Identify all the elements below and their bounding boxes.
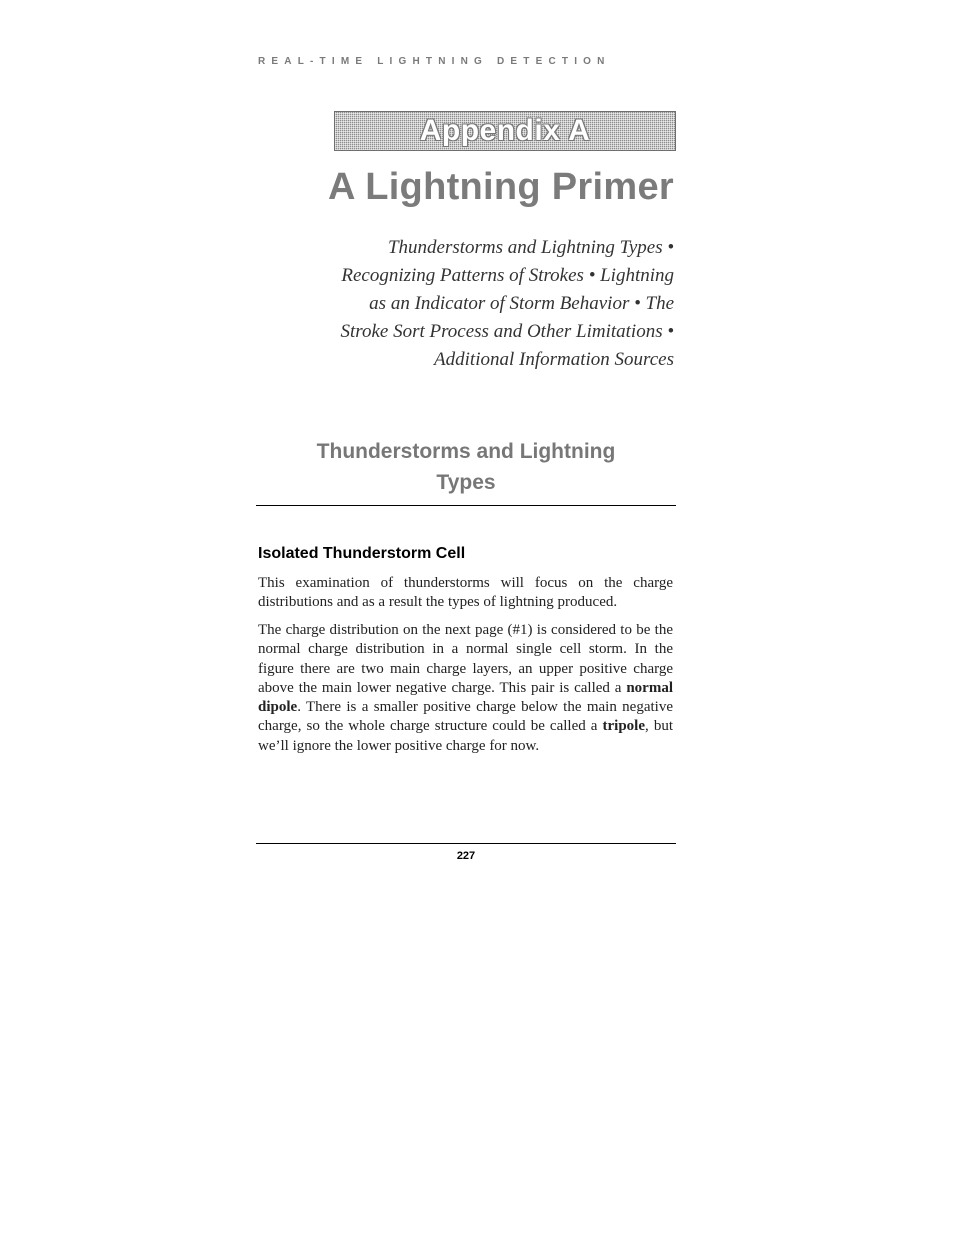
appendix-label: Appendix A: [419, 114, 591, 147]
toc-line: Recognizing Patterns of Strokes • Lightning: [341, 265, 674, 286]
chapter-contents-summary: [314, 234, 674, 374]
body-paragraph: [258, 621, 673, 756]
page-number: 227: [456, 850, 476, 862]
toc-line: as an Indicator of Storm Behavior • The: [369, 293, 674, 314]
subsection-heading: Isolated Thunderstorm Cell: [258, 545, 466, 562]
emphasis-term: tripole: [602, 718, 646, 735]
section-heading-line: Types: [436, 471, 496, 494]
section-heading: [256, 436, 676, 498]
chapter-title: A Lightning Primer: [328, 166, 674, 208]
paragraph-text: , but we’ll ignore the lower positive charge for now.: [258, 718, 673, 754]
toc-line: Additional Information Sources: [434, 349, 674, 370]
section-divider: [256, 505, 676, 506]
emphasis-term: normal dipole: [258, 679, 673, 716]
section-heading-line: Thunderstorms and Lightning: [316, 440, 616, 463]
footer-divider: [256, 843, 676, 844]
toc-line: Thunderstorms and Lightning Types •: [387, 237, 674, 258]
body-paragraph: This examination of thunderstorms will focus on the charge distributions and as a result the types of lightning produced.: [258, 575, 673, 611]
running-header: REAL-TIME LIGHTNING DETECTION: [258, 56, 611, 67]
paragraph-text: . There is a smaller positive charge below the main negative charge, so the whole charge structure could be called a: [258, 699, 673, 735]
toc-line: Stroke Sort Process and Other Limitations •: [340, 321, 674, 342]
paragraph-text: The charge distribution on the next page (#1) is considered to be the normal charge distribution in a normal single cell storm. In the figure there are two main charge layers, an upper positive charge above the main lower negative charge. This pair is called a: [258, 622, 673, 696]
